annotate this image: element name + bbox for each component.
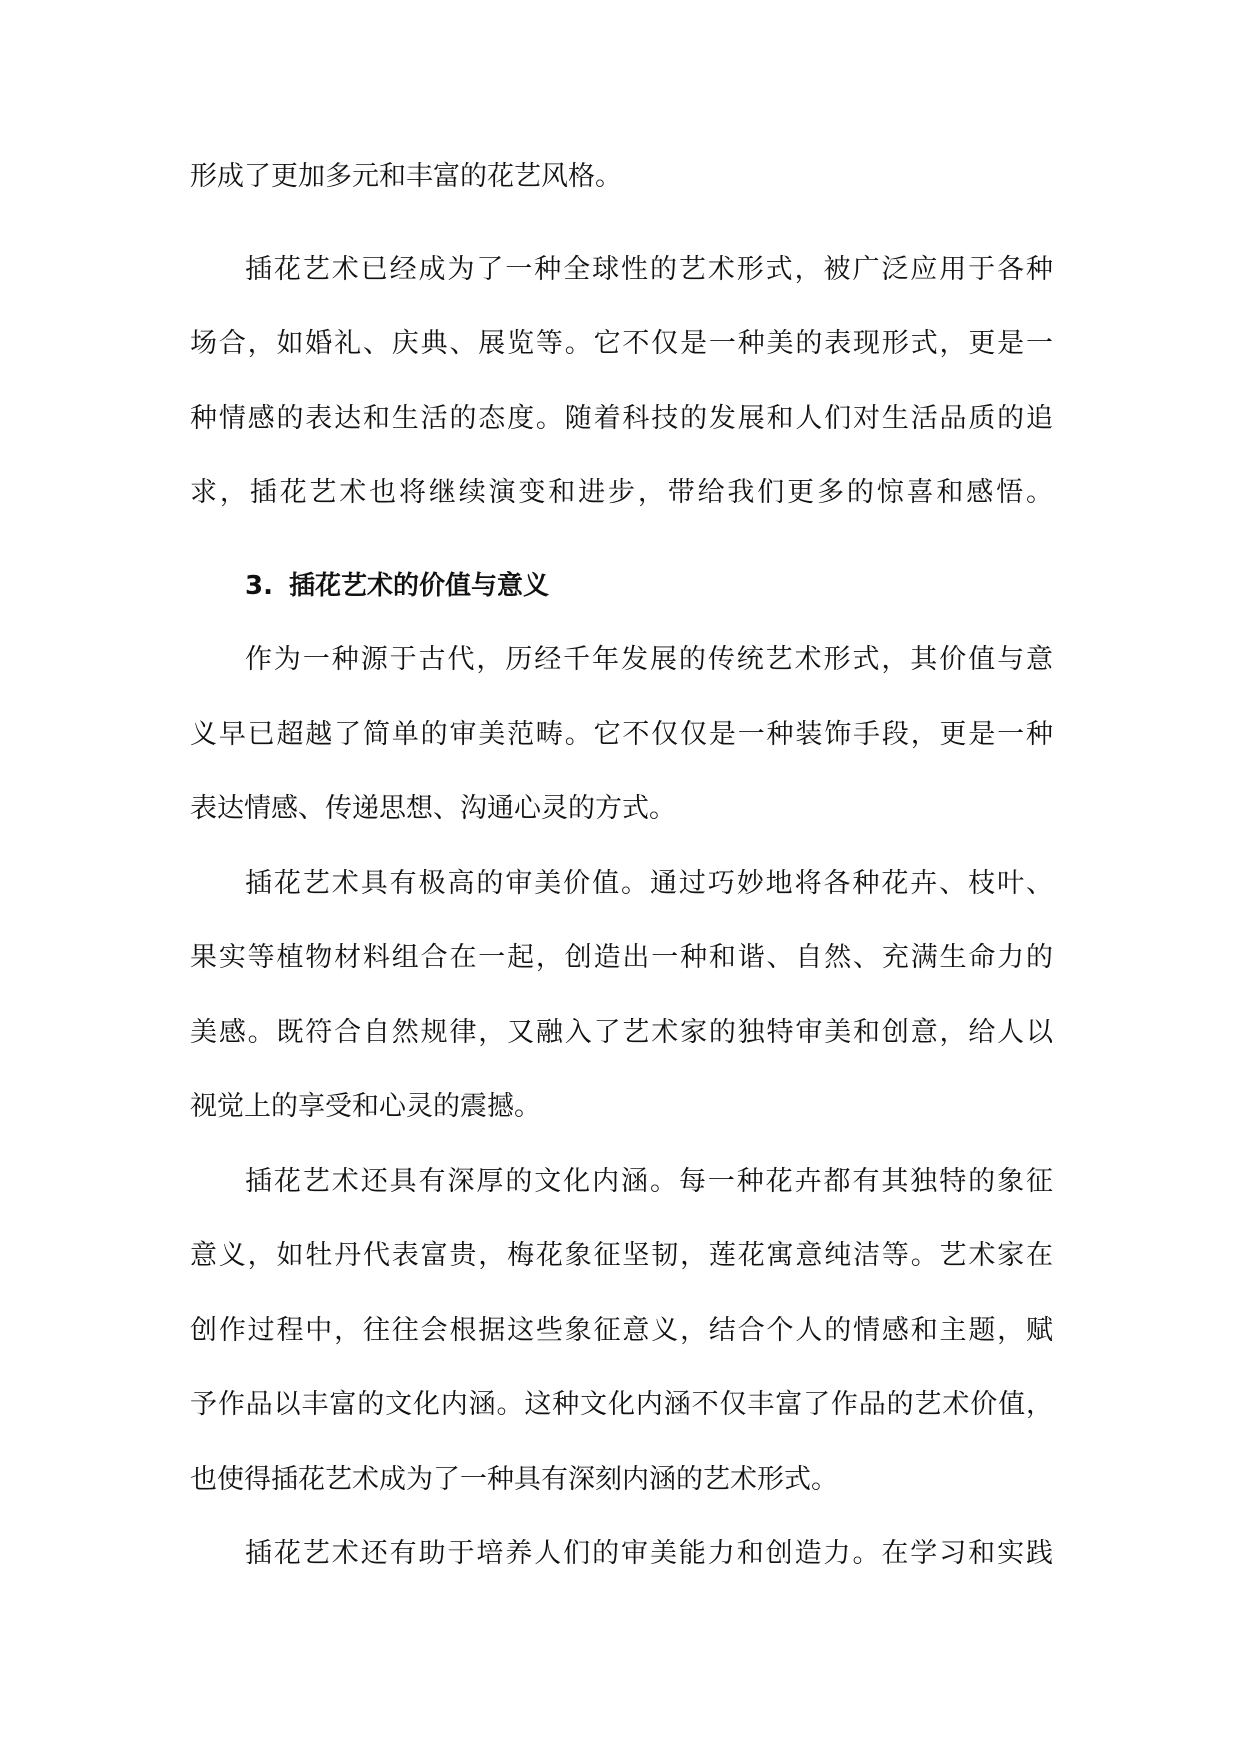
paragraph-line: 形成了更加多元和丰富的花艺风格。 [190,161,622,192]
paragraph-line: 果实等植物材料组合在一起，创造出一种和谐、自然、充满生命力的 [190,942,1053,973]
paragraph-line: 插花艺术还有助于培养人们的审美能力和创造力。在学习和实践 [245,1538,1053,1569]
body-text [190,140,1053,1592]
paragraph-line: 插花艺术还具有深厚的文化内涵。每一种花卉都有其独特的象征 [245,1165,1053,1197]
paragraph-line: 也使得插花艺术成为了一种具有深刻内涵的艺术形式。 [190,1463,838,1495]
paragraph-line: 创作过程中，往往会根据这些象征意义，结合个人的情感和主题，赋 [190,1314,1053,1346]
section-title: 插花艺术的价值与意义 [288,570,549,601]
paragraph-line: 插花艺术具有极高的审美价值。通过巧妙地将各种花卉、枝叶、 [245,867,1053,899]
paragraph-line: 场合，如婚礼、庆典、展览等。它不仅是一种美的表现形式，更是一 [190,328,1053,359]
section-heading [190,549,1053,624]
paragraph-line: 美感。既符合自然规律，又融入了艺术家的独特审美和创意，给人以 [190,1016,1053,1048]
section-number: 3. [245,570,273,601]
paragraph-line: 求，插花艺术也将继续演变和进步，带给我们更多的惊喜和感悟。 [190,477,1053,508]
paragraph-line: 予作品以丰富的文化内涵。这种文化内涵不仅丰富了作品的艺术价值， [190,1389,1053,1420]
paragraph-line: 义早已超越了简单的审美范畴。它不仅仅是一种装饰手段，更是一种 [190,718,1053,750]
paragraph-line: 插花艺术已经成为了一种全球性的艺术形式，被广泛应用于各种 [245,253,1053,285]
paragraph-line: 视觉上的享受和心灵的震撼。 [190,1091,541,1122]
paragraph-line: 意义，如牡丹代表富贵，梅花象征坚韧，莲花寓意纯洁等。艺术家在 [190,1240,1053,1271]
paragraph-line: 种情感的表达和生活的态度。随着科技的发展和人们对生活品质的追 [190,402,1053,434]
paragraph-line: 作为一种源于古代，历经千年发展的传统艺术形式，其价值与意 [245,644,1053,675]
paragraph-line: 表达情感、传递思想、沟通心灵的方式。 [190,793,676,824]
